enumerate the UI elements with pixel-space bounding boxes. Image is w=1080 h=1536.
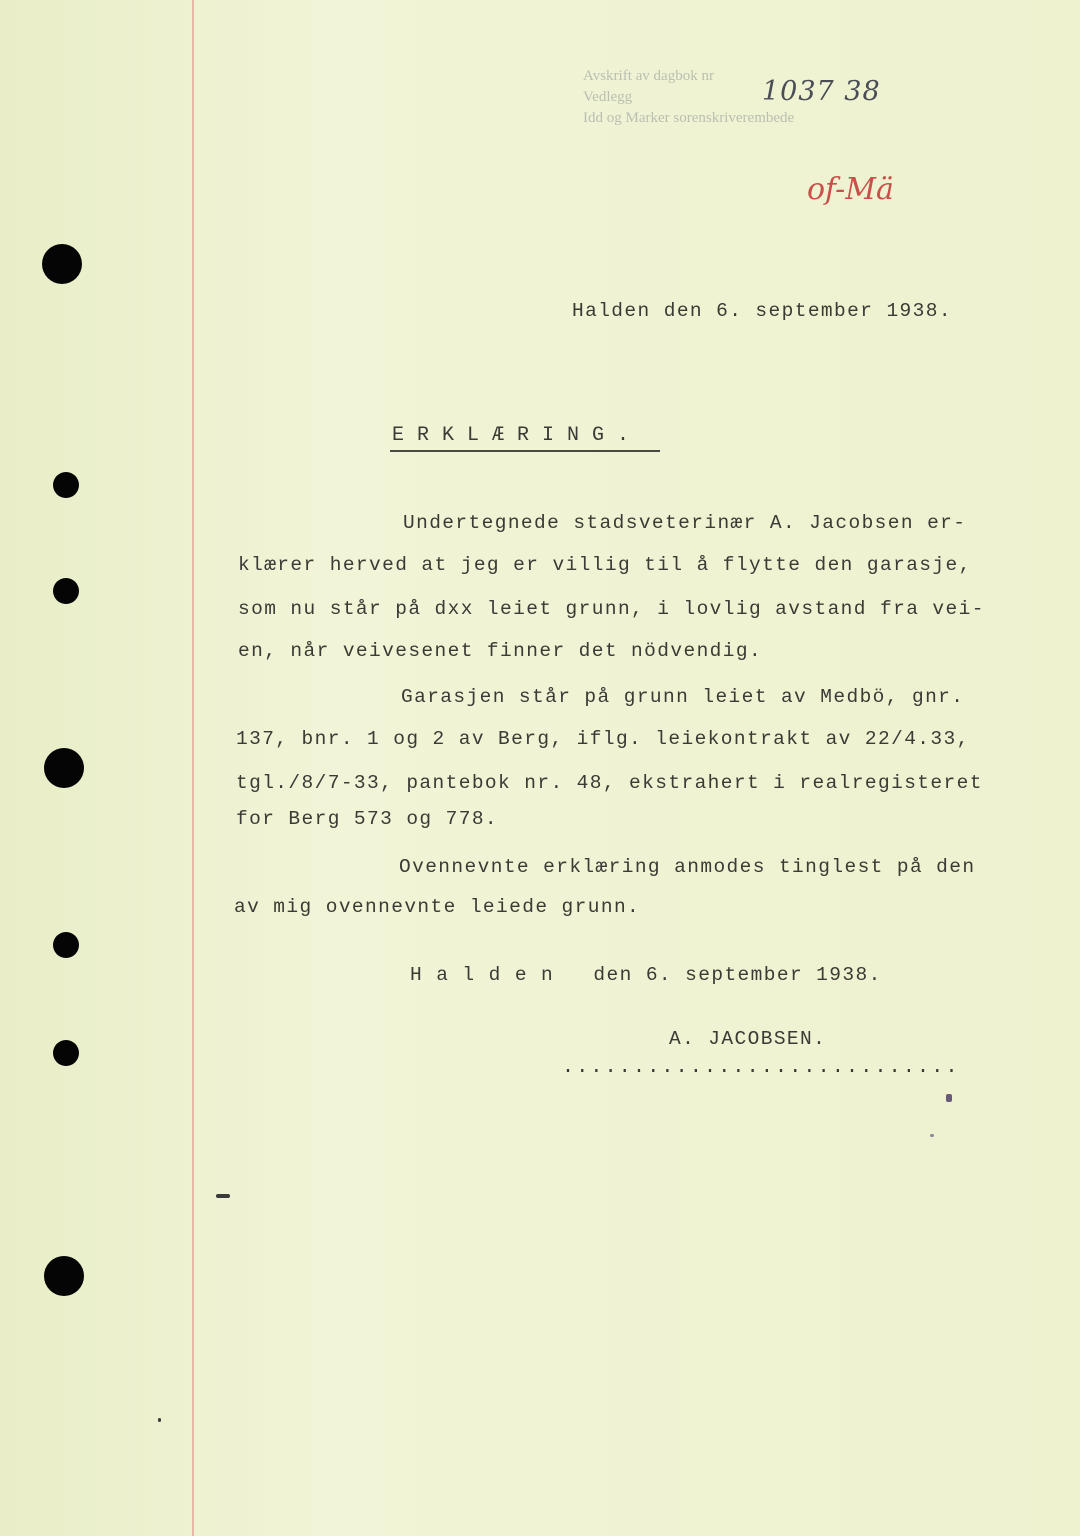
heading-underline	[390, 450, 660, 452]
body-line: for Berg 573 og 778.	[236, 808, 499, 830]
body-line: Undertegnede stadsveterinær A. Jacobsen er-	[403, 512, 967, 534]
body-line: som nu står på dxx leiet grunn, i lovlig avstand fra vei-	[238, 598, 985, 620]
body-line: en, når veivesenet finner det nödvendig.	[238, 640, 763, 662]
stamp-line: Avskrift av dagbok nr	[583, 68, 714, 84]
body-line: Garasjen står på grunn leiet av Medbö, gnr.	[401, 686, 965, 708]
ink-speck	[216, 1194, 230, 1198]
punch-hole-2	[53, 472, 79, 498]
margin-line	[192, 0, 194, 1536]
punch-hole-6	[53, 1040, 79, 1066]
punch-hole-5	[53, 932, 79, 958]
signature-name: A. JACOBSEN.	[669, 1028, 827, 1050]
punch-hole-3	[53, 578, 79, 604]
punch-hole-7	[44, 1256, 84, 1296]
ink-speck	[946, 1094, 952, 1102]
place-date-line: H a l d e n den 6. september 1938.	[410, 964, 882, 986]
stamp-line: Vedlegg	[583, 89, 633, 105]
body-line: 137, bnr. 1 og 2 av Berg, iflg. leiekontrakt av 22/4.33,	[236, 728, 970, 750]
ink-speck	[930, 1134, 934, 1137]
punch-hole-4	[44, 748, 84, 788]
date-line: Halden den 6. september 1938.	[572, 300, 952, 322]
stamp-line: Idd og Marker sorenskriverembede	[583, 110, 795, 126]
handwritten-number: 1037 38	[762, 76, 881, 107]
body-line: av mig ovennevnte leiede grunn.	[234, 896, 641, 918]
ink-speck	[158, 1418, 161, 1422]
body-line: klærer herved at jeg er villig til å flytte den garasje,	[238, 554, 972, 576]
body-line: Ovennevnte erklæring anmodes tinglest på den	[399, 856, 976, 878]
handwritten-red-note: of-Mä	[807, 172, 894, 207]
punch-hole-1	[42, 244, 82, 284]
signature-dotted-line: ............................	[562, 1056, 960, 1079]
document-heading: E R K L Æ R I N G .	[392, 424, 630, 447]
body-line: tgl./8/7-33, pantebok nr. 48, ekstrahert i realregisteret	[236, 772, 983, 794]
